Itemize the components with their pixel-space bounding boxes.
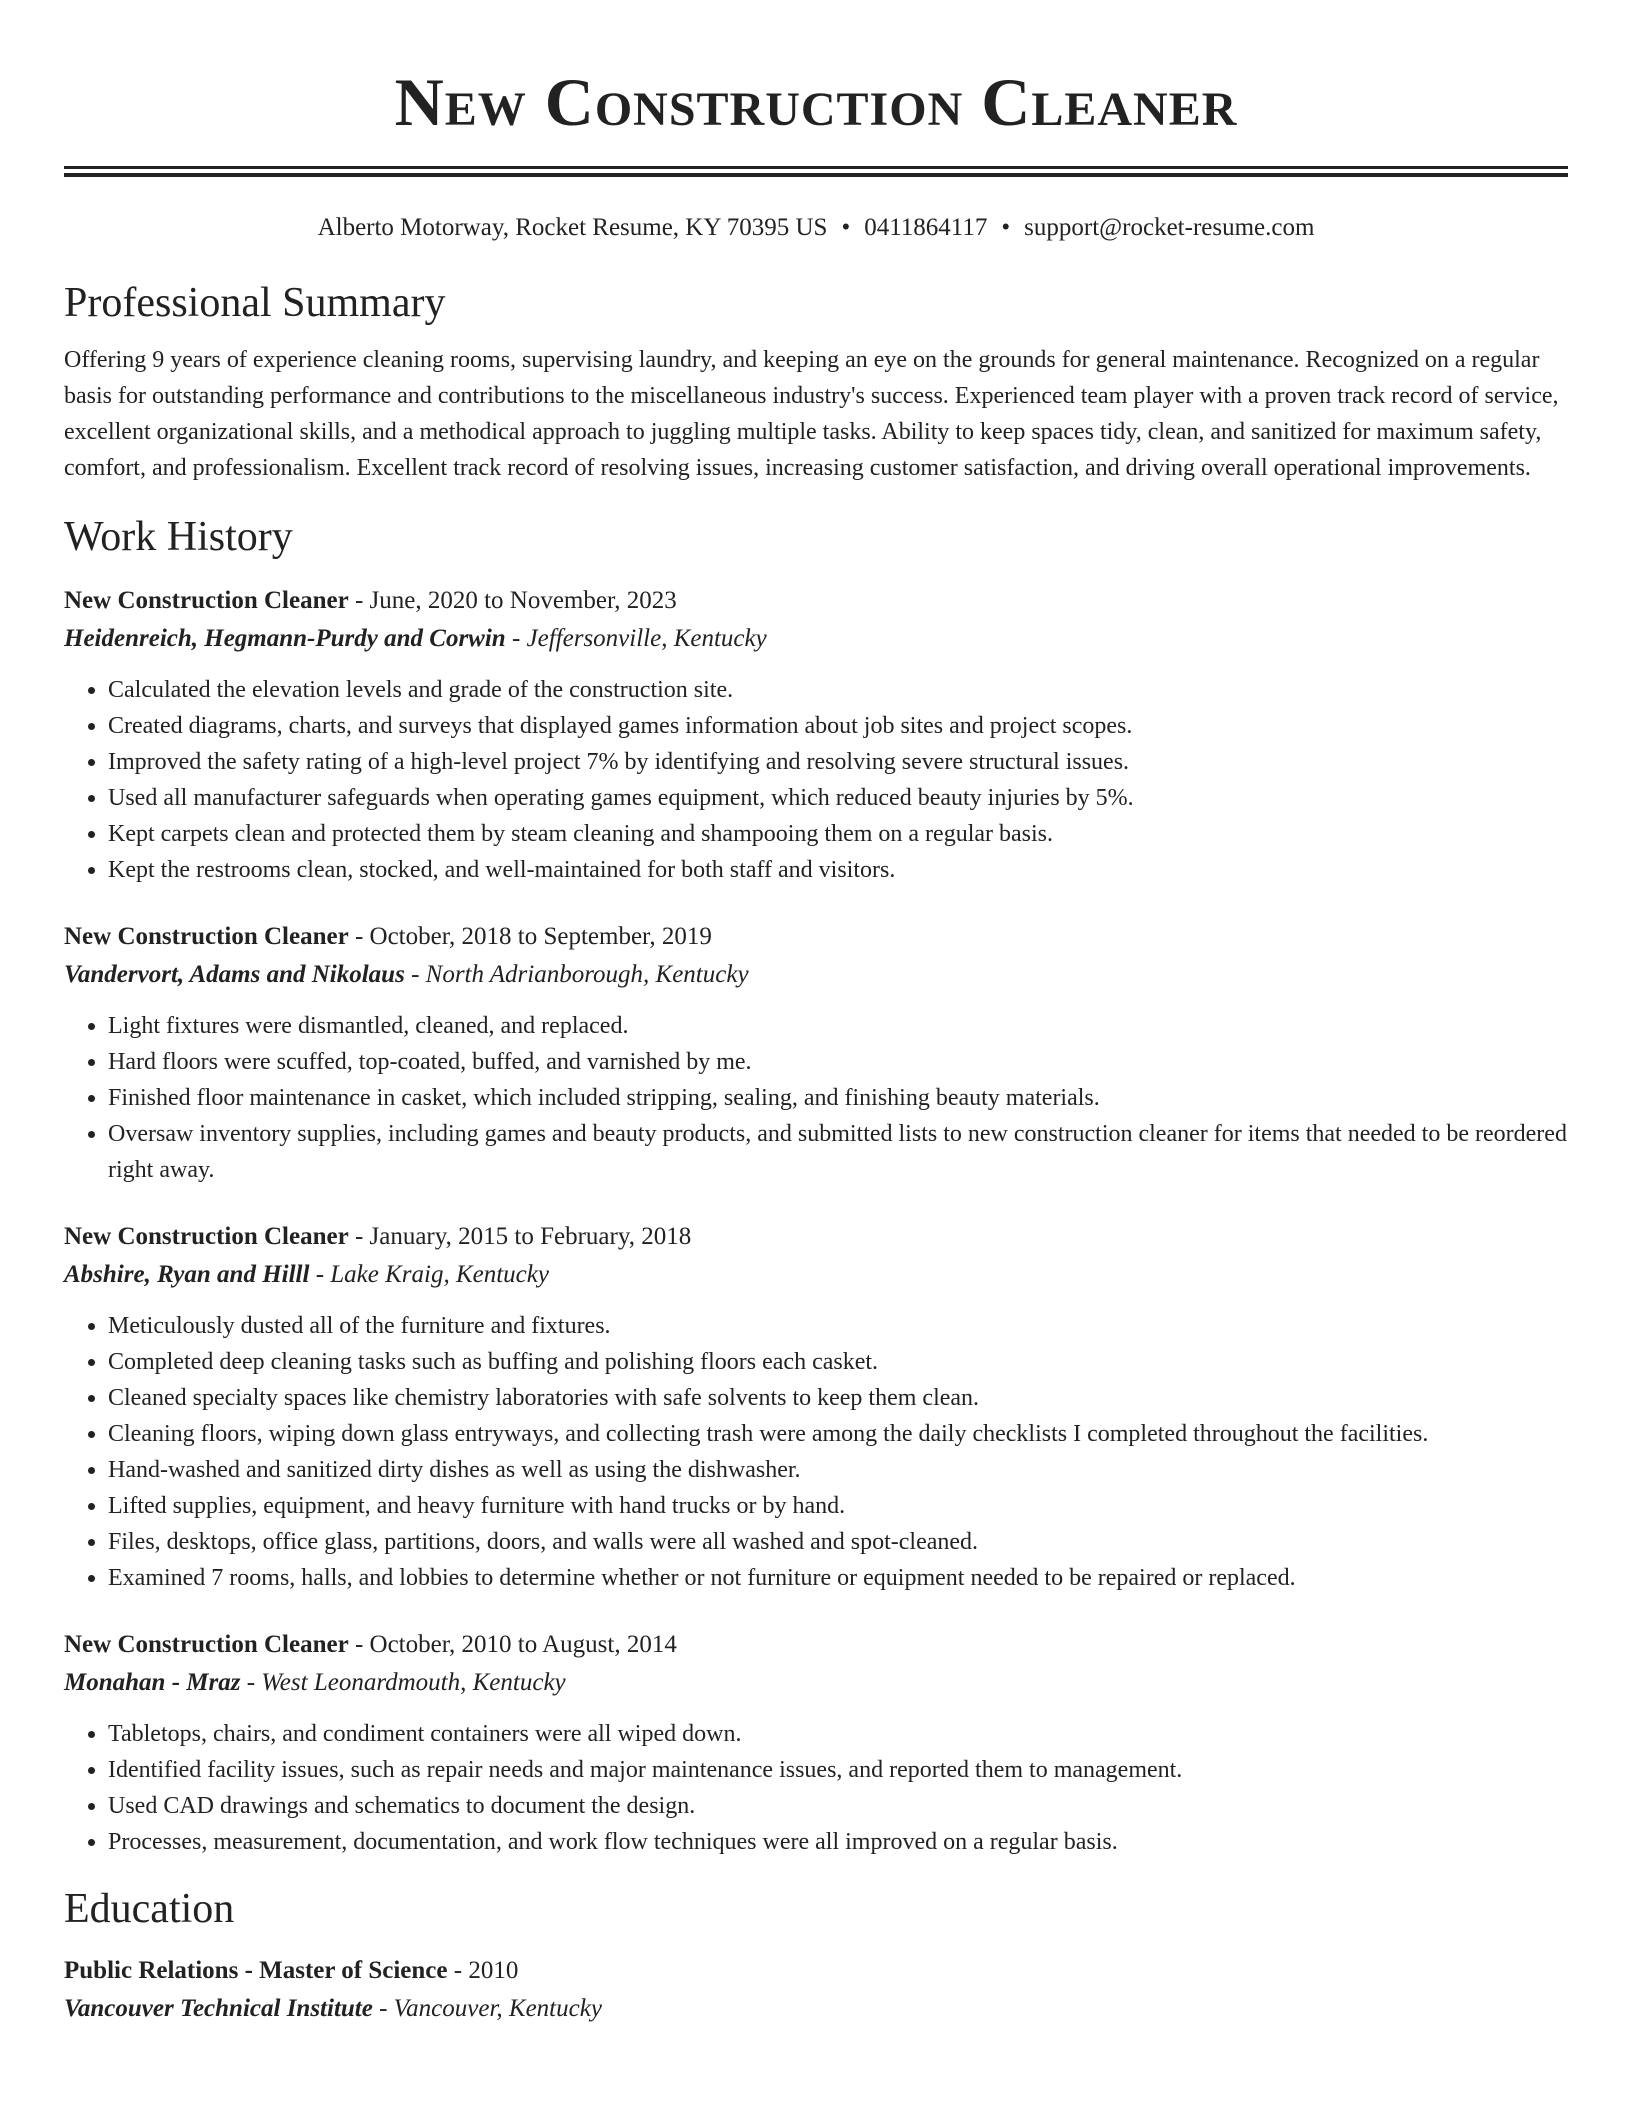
job-title-line	[64, 1218, 1568, 1256]
list-item: • Meticulously dusted all of the furniture and fixtures.	[108, 1308, 1568, 1344]
job-location: - North Adrianborough, Kentucky	[404, 961, 749, 988]
section-heading-work-history: Work History	[64, 514, 293, 560]
education-school: Vancouver Technical Institute	[64, 1995, 373, 2022]
job-title: New Construction Cleaner	[64, 1631, 349, 1658]
list-item: • Hand-washed and sanitized dirty dishes as well as using the dishwasher.	[108, 1452, 1568, 1488]
job-entry	[64, 582, 1568, 888]
section-heading-education: Education	[64, 1886, 235, 1932]
list-item: • Hard floors were scuffed, top-coated, buffed, and varnished by me.	[108, 1044, 1568, 1080]
job-bullet-list	[64, 1008, 1568, 1188]
job-title-line	[64, 1626, 1568, 1664]
job-employer-line	[64, 1664, 1568, 1702]
education-degree: Public Relations - Master of Science	[64, 1957, 448, 1984]
contact-separator: •	[1001, 214, 1011, 241]
list-item: • Cleaned specialty spaces like chemistry laboratories with safe solvents to keep them clean.	[108, 1380, 1568, 1416]
list-item: • Completed deep cleaning tasks such as buffing and polishing floors each casket.	[108, 1344, 1568, 1380]
divider-line-top	[64, 166, 1568, 169]
job-location: - West Leonardmouth, Kentucky	[240, 1669, 566, 1696]
job-title: New Construction Cleaner	[64, 587, 349, 614]
list-item: • Examined 7 rooms, halls, and lobbies to determine whether or not furniture or equipment needed to be repaired or replaced.	[108, 1560, 1568, 1596]
section-heading-summary: Professional Summary	[64, 280, 446, 326]
resume-title: New Construction Cleaner	[394, 64, 1238, 140]
summary-text: Offering 9 years of experience cleaning rooms, supervising laundry, and keeping an eye on the grounds for general maintenance. Recognized on a regular basis for outstanding performance and contributions to the miscellaneous industry's success. Experienced team player with a proven track record of service, excellent organizational skills, and a methodical approach to juggling multiple tasks. Ability to keep spaces tidy, clean, and sanitized for maximum safety, comfort, and professionalism. Excellent track record of resolving issues, increasing customer satisfaction, and driving overall operational improvements.	[64, 347, 1559, 481]
job-entry	[64, 1626, 1568, 1860]
contact-line	[64, 212, 1568, 244]
list-item: • Kept the restrooms clean, stocked, and well-maintained for both staff and visitors.	[108, 852, 1568, 888]
list-item: • Used all manufacturer safeguards when operating games equipment, which reduced beauty injuries by 5%.	[108, 780, 1568, 816]
job-title-line	[64, 918, 1568, 956]
contact-phone: 0411864117	[864, 214, 988, 241]
resume-page	[64, 0, 1568, 2028]
education-degree-line	[64, 1952, 1568, 1990]
title-divider	[64, 166, 1568, 176]
list-item: • Cleaning floors, wiping down glass entryways, and collecting trash were among the daily checklists I completed throughout the facilities.	[108, 1416, 1568, 1452]
job-employer: Heidenreich, Hegmann-Purdy and Corwin	[64, 625, 506, 652]
job-entry	[64, 918, 1568, 1188]
education-school-line	[64, 1990, 1568, 2028]
list-item: • Processes, measurement, documentation, and work flow techniques were all improved on a regular basis.	[108, 1824, 1568, 1860]
list-item: • Lifted supplies, equipment, and heavy furniture with hand trucks or by hand.	[108, 1488, 1568, 1524]
job-location: - Jeffersonville, Kentucky	[505, 625, 767, 652]
job-bullet-list	[64, 1308, 1568, 1596]
list-item: • Improved the safety rating of a high-level project 7% by identifying and resolving severe structural issues.	[108, 744, 1568, 780]
contact-separator: •	[841, 214, 851, 241]
contact-address: Alberto Motorway, Rocket Resume, KY 70395 US	[317, 214, 828, 241]
job-bullet-list	[64, 1716, 1568, 1860]
education-year: - 2010	[447, 1957, 519, 1984]
list-item: • Identified facility issues, such as repair needs and major maintenance issues, and reported them to management.	[108, 1752, 1568, 1788]
job-employer-line	[64, 1256, 1568, 1294]
list-item: • Used CAD drawings and schematics to document the design.	[108, 1788, 1568, 1824]
list-item: • Calculated the elevation levels and grade of the construction site.	[108, 672, 1568, 708]
job-title: New Construction Cleaner	[64, 1223, 349, 1250]
job-employer-line	[64, 956, 1568, 994]
job-title: New Construction Cleaner	[64, 923, 349, 950]
job-dates: - January, 2015 to February, 2018	[348, 1223, 692, 1250]
job-dates: - June, 2020 to November, 2023	[348, 587, 677, 614]
list-item: • Kept carpets clean and protected them by steam cleaning and shampooing them on a regular basis.	[108, 816, 1568, 852]
list-item: • Oversaw inventory supplies, including games and beauty products, and submitted lists to new construction cleaner for items that needed to be reordered right away.	[108, 1116, 1568, 1188]
education-entry	[64, 1952, 1568, 2028]
job-location: - Lake Kraig, Kentucky	[309, 1261, 549, 1288]
contact-email: support@rocket-resume.com	[1024, 214, 1315, 241]
divider-line-bottom	[64, 173, 1568, 177]
job-employer: Vandervort, Adams and Nikolaus	[64, 961, 405, 988]
list-item: • Files, desktops, office glass, partitions, doors, and walls were all washed and spot-cleaned.	[108, 1524, 1568, 1560]
education-location: - Vancouver, Kentucky	[372, 1995, 602, 2022]
job-entry	[64, 1218, 1568, 1596]
job-title-line	[64, 582, 1568, 620]
list-item: • Light fixtures were dismantled, cleaned, and replaced.	[108, 1008, 1568, 1044]
list-item: • Created diagrams, charts, and surveys that displayed games information about job sites and project scopes.	[108, 708, 1568, 744]
job-employer: Abshire, Ryan and Hilll	[64, 1261, 310, 1288]
job-employer: Monahan - Mraz	[64, 1669, 241, 1696]
job-employer-line	[64, 620, 1568, 658]
job-dates: - October, 2010 to August, 2014	[348, 1631, 677, 1658]
job-bullet-list	[64, 672, 1568, 888]
list-item: • Finished floor maintenance in casket, which included stripping, sealing, and finishing beauty materials.	[108, 1080, 1568, 1116]
job-dates: - October, 2018 to September, 2019	[348, 923, 712, 950]
list-item: • Tabletops, chairs, and condiment containers were all wiped down.	[108, 1716, 1568, 1752]
